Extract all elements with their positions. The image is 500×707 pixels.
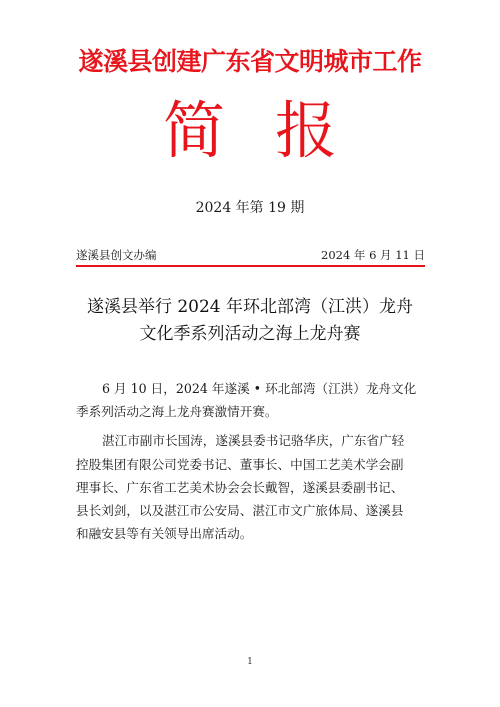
- meta-row: [76, 247, 425, 265]
- article-headline: [60, 294, 440, 348]
- paragraph-line: 湛江市副市长国涛，遂溪县委书记骆华庆，广东省广轻: [102, 433, 405, 449]
- headline-line: 遂溪县举行 2024 年环北部湾（江洪）龙舟: [86, 297, 414, 317]
- page-number: 1: [247, 657, 253, 667]
- masthead-bulletin-label: 简报: [162, 94, 387, 167]
- paragraph-line: 控股集团有限公司党委书记、董事长、中国工艺美术学会副: [76, 456, 404, 472]
- paragraph: [76, 429, 427, 545]
- article-body: [76, 377, 427, 551]
- masthead-title: 遂溪县创建广东省文明城市工作: [78, 47, 422, 76]
- issue-number: 2024 年第 19 期: [195, 200, 305, 216]
- editor-label: 遂溪县创文办编: [76, 248, 157, 262]
- paragraph-line: 6 月 10 日，2024 年遂溪 • 环北部湾（江洪）龙舟文化: [102, 381, 417, 396]
- publish-date: 2024 年 6 月 11 日: [321, 248, 425, 262]
- headline-line: 文化季系列活动之海上龙舟赛: [139, 324, 361, 344]
- paragraph-line: 和融安县等有关领导出席活动。: [76, 526, 253, 542]
- paragraph-line: 理事长、广东省工艺美术协会会长戴智，遂溪县委副书记、: [76, 479, 404, 495]
- paragraph-line: 季系列活动之海上龙舟赛激情开赛。: [76, 404, 278, 420]
- paragraph: [76, 377, 427, 423]
- paragraph-line: 县长刘剑，以及湛江市公安局、湛江市文广旅体局、遂溪县: [76, 503, 404, 519]
- red-divider: [76, 265, 425, 267]
